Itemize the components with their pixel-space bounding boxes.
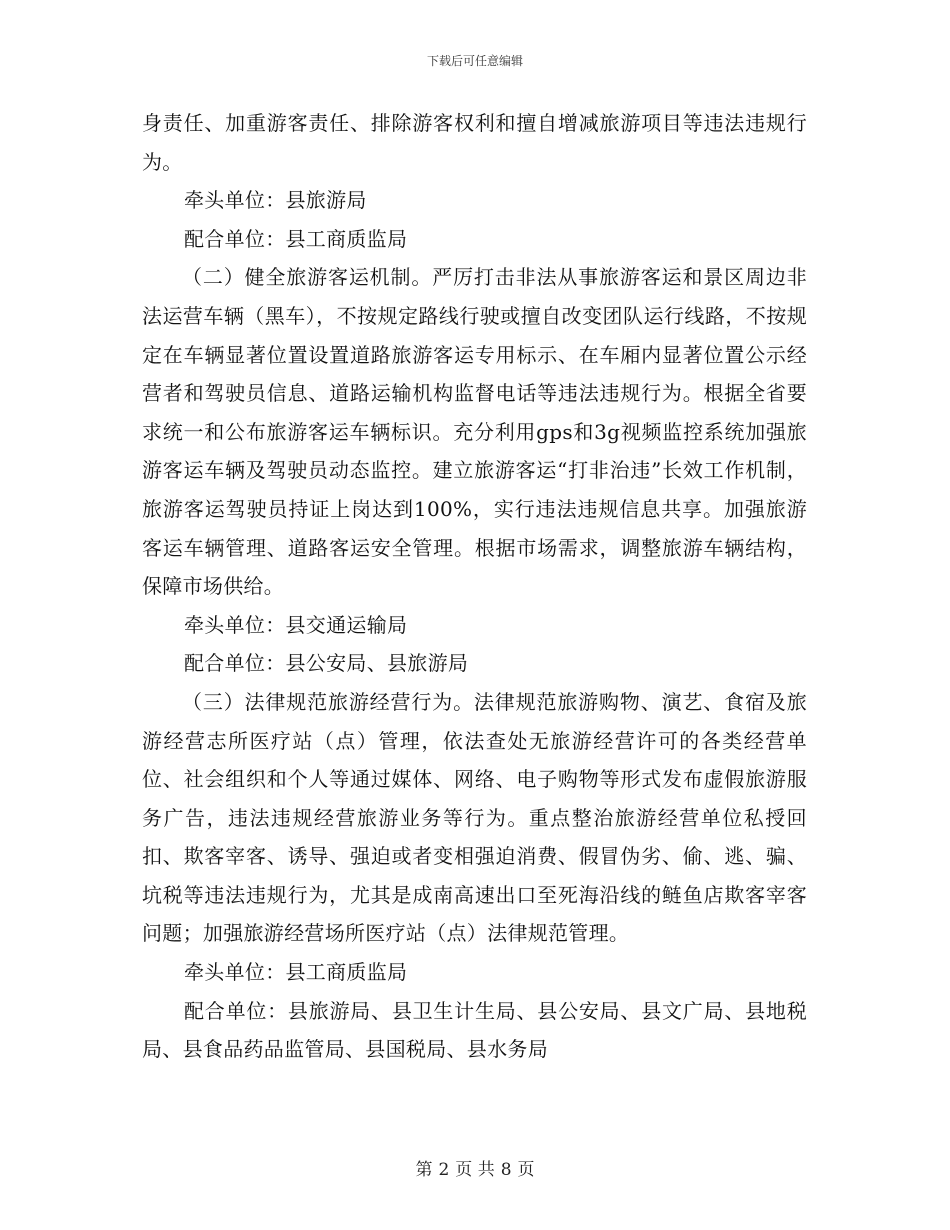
lead-unit-transport: 牵头单位：县交通运输局 xyxy=(184,612,408,637)
page-header: 下载后可任意编辑 xyxy=(426,54,523,68)
cooperating-units-list: 配合单位：县旅游局、县卫生计生局、县公安局、县文广局、县地税局、县食品药品监管局、县国税局、县水务局 xyxy=(142,998,807,1062)
current-page-number: 2 xyxy=(438,1160,450,1180)
cooperating-unit-police: 配合单位：县公安局、县旅游局 xyxy=(184,651,469,676)
section-three-paragraph: （三）法律规范旅游经营行为。法律规范旅游购物、演艺、食宿及旅游经营志所医疗站（点）管理，依法查处无旅游经营许可的各类经营单位、社会组织和个人等通过媒体、网络、电子购物等形式发布虚假旅游服务广告，违法违规经营旅游业务等行为。重点整治旅游经营单位私授回扣、欺客宰客、诱导、强迫或者变相强迫消费、假冒伪劣、偷、逃、骗、坑税等违法违规行为，尤其是成南高速出口至死海沿线的鲢鱼店欺客宰客问题；加强旅游经营场所医疗站（点）法律规范管理。 xyxy=(142,689,807,946)
footer-suffix: 页 xyxy=(517,1160,535,1180)
paragraph-1: 身责任、加重游客责任、排除游客权利和擅自增减旅游项目等违法违规行为。 xyxy=(142,111,807,174)
section-two-paragraph: （二）健全旅游客运机制。严厉打击非法从事旅游客运和景区周边非法运营车辆（黑车），不按规定路线行驶或擅自改变团队运行线路，不按规定在车辆显著位置设置道路旅游客运专用标示、在车厢内显著位置公示经营者和驾驶员信息、道路运输机构监督电话等违法违规行为。根据全省要求统一和公布旅游客运车辆标识。充分利用gps和3g视频监控系统加强旅游客运车辆及驾驶员动态监控。建立旅游客运“打非治违”长效工作机制，旅游客运驾驶员持证上岗达到100%，实行违法违规信息共享。加强旅游客运车辆管理、道路客运安全管理。根据市场需求，调整旅游车辆结构，保障市场供给。 xyxy=(142,265,807,599)
footer-middle: 页 共 xyxy=(455,1160,495,1180)
lead-unit-tourism: 牵头单位：县旅游局 xyxy=(184,188,367,213)
total-page-count: 8 xyxy=(500,1160,512,1180)
lead-unit-commerce: 牵头单位：县工商质监局 xyxy=(184,960,408,985)
document-body xyxy=(142,104,807,1069)
cooperating-unit-commerce: 配合单位：县工商质监局 xyxy=(184,226,408,251)
page-footer xyxy=(0,1155,950,1180)
footer-prefix: 第 xyxy=(415,1160,433,1180)
